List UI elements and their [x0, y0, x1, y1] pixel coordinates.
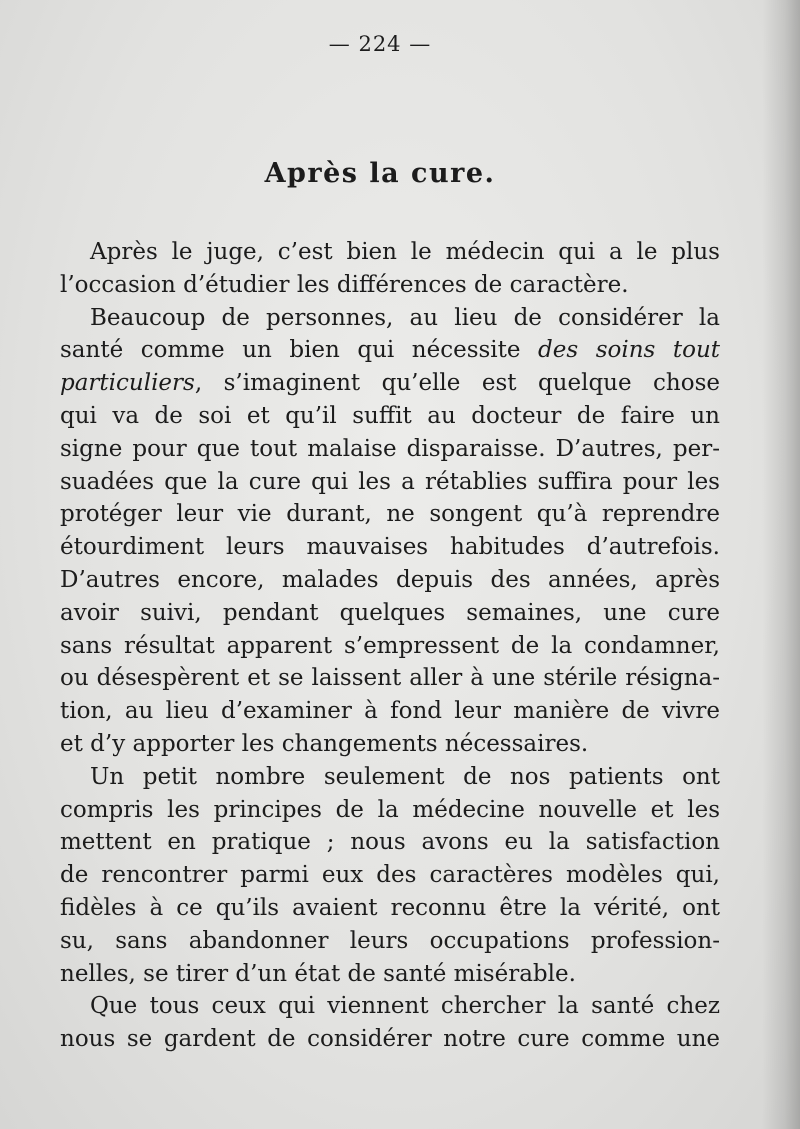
text-line: nous se gardent de considérer notre cure comme une: [60, 1026, 720, 1053]
chapter-title: Après la cure.: [264, 158, 496, 189]
text-line: mettent en pratique ; nous avons eu la satisfaction: [60, 829, 720, 856]
page-edge-shadow: [762, 0, 800, 1129]
text-line: de rencontrer parmi eux des caractères modèles qui,: [60, 862, 720, 889]
text-line: Beaucoup de personnes, au lieu de considérer la: [90, 304, 720, 331]
text-line: Que tous ceux qui viennent chercher la santé chez: [90, 993, 720, 1020]
text-line: D’autres encore, malades depuis des années, après: [60, 566, 720, 593]
text-line: avoir suivi, pendant quelques semaines, une cure: [60, 599, 720, 626]
text-line: tion, au lieu d’examiner à fond leur manière de vivre: [60, 698, 720, 725]
text-line: sans résultat apparent s’empressent de la condamner,: [60, 632, 720, 659]
text-line: Un petit nombre seulement de nos patients ont: [90, 763, 720, 790]
text-line: [60, 367, 720, 400]
text-line: su, sans abandonner leurs occupations profession-: [60, 927, 720, 954]
text-line: signe pour que tout malaise disparaisse. D’autres, per-: [60, 435, 720, 462]
text-line: ou désespèrent et se laissent aller à une stérile résigna-: [60, 665, 720, 692]
text-line: protéger leur vie durant, ne songent qu’à reprendre: [60, 501, 720, 528]
text-line: nelles, se tirer d’un état de santé misérable.: [60, 960, 576, 987]
text-line: l’occasion d’étudier les différences de caractère.: [60, 271, 629, 298]
body-text: [60, 236, 720, 1056]
text-run: , s’imaginent qu’elle est quelque chose: [194, 370, 720, 397]
paragraph: [60, 302, 720, 761]
paragraph: [60, 236, 720, 302]
text-run: santé comme un bien qui nécessite: [60, 337, 539, 364]
text-line: [60, 334, 720, 367]
page-number: — 224 —: [328, 32, 432, 56]
emphasis-text: des soins tout: [538, 337, 721, 364]
text-line: Après le juge, c’est bien le médecin qui a le plus: [90, 239, 720, 265]
emphasis-text: particuliers: [60, 370, 195, 397]
text-line: compris les principes de la médecine nouvelle et les: [60, 796, 720, 823]
paragraph: [60, 990, 720, 1056]
text-line: fidèles à ce qu’ils avaient reconnu être la vérité, ont: [60, 894, 720, 921]
text-line: qui va de soi et qu’il suffit au docteur de faire un: [60, 402, 720, 429]
text-line: étourdiment leurs mauvaises habitudes d’autrefois.: [60, 534, 720, 561]
text-line: et d’y apporter les changements nécessaires.: [60, 730, 589, 757]
paragraph: [60, 761, 720, 991]
text-line: suadées que la cure qui les a rétablies suffira pour les: [60, 468, 720, 495]
